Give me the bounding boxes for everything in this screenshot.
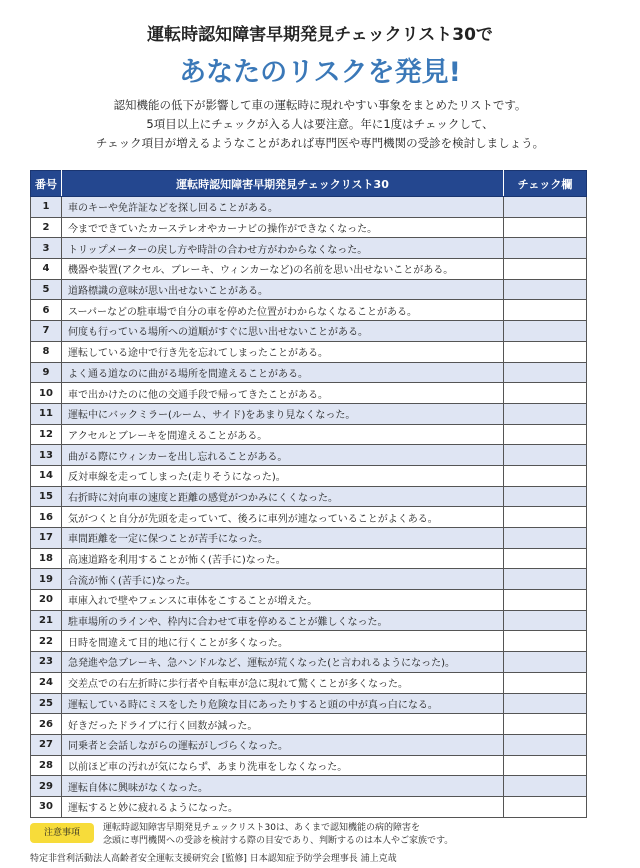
row-number: 28 (31, 755, 62, 776)
check-cell[interactable] (504, 341, 587, 362)
row-number: 16 (31, 507, 62, 528)
check-cell[interactable] (504, 197, 587, 218)
row-number: 3 (31, 238, 62, 259)
table-row (31, 259, 587, 280)
table-row (31, 548, 587, 569)
footer-credit: 特定非営利活動法人高齢者安全運転支援研究会 [監修] 日本認知症予防学会理事長 浦上克哉 (30, 854, 397, 864)
table-row (31, 362, 587, 383)
check-cell[interactable] (504, 755, 587, 776)
check-cell[interactable] (504, 796, 587, 817)
checklist-table (30, 170, 587, 818)
row-number: 26 (31, 714, 62, 735)
row-text: 運転している途中で行き先を忘れてしまったことがある。 (62, 341, 504, 362)
row-number: 6 (31, 300, 62, 321)
row-text: トリップメーターの戻し方や時計の合わせ方がわからなくなった。 (62, 238, 504, 259)
row-number: 25 (31, 693, 62, 714)
row-number: 5 (31, 279, 62, 300)
table-row (31, 383, 587, 404)
row-text: 車庫入れで壁やフェンスに車体をこすることが増えた。 (62, 590, 504, 611)
row-text: 駐車場所のラインや、枠内に合わせて車を停めることが難しくなった。 (62, 610, 504, 631)
table-row (31, 341, 587, 362)
row-text: 以前ほど車の汚れが気にならず、あまり洗車をしなくなった。 (62, 755, 504, 776)
check-cell[interactable] (504, 714, 587, 735)
row-text: 運転自体に興味がなくなった。 (62, 776, 504, 797)
table-row (31, 610, 587, 631)
table-row (31, 197, 587, 218)
row-text: 反対車線を走ってしまった(走りそうになった)。 (62, 465, 504, 486)
check-cell[interactable] (504, 569, 587, 590)
check-cell[interactable] (504, 383, 587, 404)
check-cell[interactable] (504, 300, 587, 321)
check-cell[interactable] (504, 776, 587, 797)
row-number: 9 (31, 362, 62, 383)
header-check: チェック欄 (504, 171, 587, 197)
row-number: 11 (31, 403, 62, 424)
row-number: 20 (31, 590, 62, 611)
table-row (31, 652, 587, 673)
row-text: アクセルとブレーキを間違えることがある。 (62, 424, 504, 445)
row-text: 今までできていたカーステレオやカーナビの操作ができなくなった。 (62, 217, 504, 238)
row-number: 14 (31, 465, 62, 486)
row-text: 気がつくと自分が先頭を走っていて、後ろに車列が連なっていることがよくある。 (62, 507, 504, 528)
table-row (31, 486, 587, 507)
table-row (31, 672, 587, 693)
check-cell[interactable] (504, 631, 587, 652)
row-number: 1 (31, 197, 62, 218)
row-text: 機器や装置(アクセル、ブレーキ、ウィンカーなど)の名前を思い出せないことがある。 (62, 259, 504, 280)
row-number: 21 (31, 610, 62, 631)
table-row (31, 465, 587, 486)
table-row (31, 445, 587, 466)
row-number: 19 (31, 569, 62, 590)
check-cell[interactable] (504, 693, 587, 714)
row-text: 道路標識の意味が思い出せないことがある。 (62, 279, 504, 300)
row-number: 30 (31, 796, 62, 817)
row-text: 同乗者と会話しながらの運転がしづらくなった。 (62, 734, 504, 755)
table-row (31, 776, 587, 797)
row-text: 急発進や急ブレーキ、急ハンドルなど、運転が荒くなった(と言われるようになった)。 (62, 652, 504, 673)
table-row (31, 796, 587, 817)
table-row (31, 321, 587, 342)
check-cell[interactable] (504, 548, 587, 569)
check-cell[interactable] (504, 279, 587, 300)
row-text: 高速道路を利用することが怖く(苦手に)なった。 (62, 548, 504, 569)
check-cell[interactable] (504, 465, 587, 486)
row-number: 7 (31, 321, 62, 342)
check-cell[interactable] (504, 217, 587, 238)
title-line2: あなたのリスクを発見! (179, 57, 461, 88)
row-text: 右折時に対向車の速度と距離の感覚がつかみにくくなった。 (62, 486, 504, 507)
table-row (31, 755, 587, 776)
check-cell[interactable] (504, 238, 587, 259)
row-number: 18 (31, 548, 62, 569)
check-cell[interactable] (504, 403, 587, 424)
table-row (31, 238, 587, 259)
row-text: 合流が怖く(苦手に)なった。 (62, 569, 504, 590)
check-cell[interactable] (504, 362, 587, 383)
row-number: 15 (31, 486, 62, 507)
check-cell[interactable] (504, 590, 587, 611)
check-cell[interactable] (504, 610, 587, 631)
row-number: 4 (31, 259, 62, 280)
row-text: 曲がる際にウィンカーを出し忘れることがある。 (62, 445, 504, 466)
table-row (31, 300, 587, 321)
caution-line: 運転時認知障害早期発見チェックリスト30は、あくまで認知機能の病的障害を (103, 823, 421, 833)
check-cell[interactable] (504, 445, 587, 466)
row-number: 10 (31, 383, 62, 404)
row-number: 8 (31, 341, 62, 362)
title-line1: 運転時認知障害早期発見チェックリスト30で (147, 25, 493, 45)
check-cell[interactable] (504, 486, 587, 507)
row-number: 2 (31, 217, 62, 238)
check-cell[interactable] (504, 672, 587, 693)
row-number: 12 (31, 424, 62, 445)
check-cell[interactable] (504, 259, 587, 280)
row-text: 何度も行っている場所への道順がすぐに思い出せないことがある。 (62, 321, 504, 342)
table-row (31, 714, 587, 735)
row-text: 交差点での右左折時に歩行者や自転車が急に現れて驚くことが多くなった。 (62, 672, 504, 693)
check-cell[interactable] (504, 652, 587, 673)
table-row (31, 693, 587, 714)
header-number: 番号 (31, 171, 62, 197)
table-row (31, 507, 587, 528)
caution-text (103, 822, 453, 848)
table-row (31, 424, 587, 445)
row-number: 29 (31, 776, 62, 797)
row-text: 運転している時にミスをしたり危険な目にあったりすると頭の中が真っ白になる。 (62, 693, 504, 714)
row-text: 運転すると妙に疲れるようになった。 (62, 796, 504, 817)
check-cell[interactable] (504, 734, 587, 755)
row-number: 22 (31, 631, 62, 652)
table-row (31, 403, 587, 424)
header-item: 運転時認知障害早期発見チェックリスト30 (62, 171, 504, 197)
row-number: 17 (31, 528, 62, 549)
row-text: 日時を間違えて目的地に行くことが多くなった。 (62, 631, 504, 652)
intro-line: 認知機能の低下が影響して車の運転時に現れやすい事象をまとめたリストです。 (113, 98, 527, 112)
row-text: 好きだったドライブに行く回数が減った。 (62, 714, 504, 735)
row-text: 車のキーや免許証などを探し回ることがある。 (62, 197, 504, 218)
row-text: よく通る道なのに曲がる場所を間違えることがある。 (62, 362, 504, 383)
table-row (31, 590, 587, 611)
row-number: 13 (31, 445, 62, 466)
row-number: 23 (31, 652, 62, 673)
row-text: 車間距離を一定に保つことが苦手になった。 (62, 528, 504, 549)
row-text: 運転中にバックミラー(ルーム、サイド)をあまり見なくなった。 (62, 403, 504, 424)
table-row (31, 734, 587, 755)
table-row (31, 217, 587, 238)
intro-text (0, 96, 640, 153)
check-cell[interactable] (504, 321, 587, 342)
caution-line: 念頭に専門機関への受診を検討する際の目安であり、判断するのは本人やご家族です。 (103, 836, 454, 846)
table-row (31, 279, 587, 300)
row-number: 24 (31, 672, 62, 693)
intro-line: 5項目以上にチェックが入る人は要注意。年に1度はチェックして、 (146, 117, 494, 131)
caution-badge: 注意事項 (30, 823, 94, 843)
table-row (31, 569, 587, 590)
check-cell[interactable] (504, 507, 587, 528)
check-cell[interactable] (504, 528, 587, 549)
table-row (31, 528, 587, 549)
row-number: 27 (31, 734, 62, 755)
row-text: 車で出かけたのに他の交通手段で帰ってきたことがある。 (62, 383, 504, 404)
row-text: スーパーなどの駐車場で自分の車を停めた位置がわからなくなることがある。 (62, 300, 504, 321)
table-row (31, 631, 587, 652)
check-cell[interactable] (504, 424, 587, 445)
intro-line: チェック項目が増えるようなことがあれば専門医や専門機関の受診を検討しましょう。 (95, 136, 545, 150)
